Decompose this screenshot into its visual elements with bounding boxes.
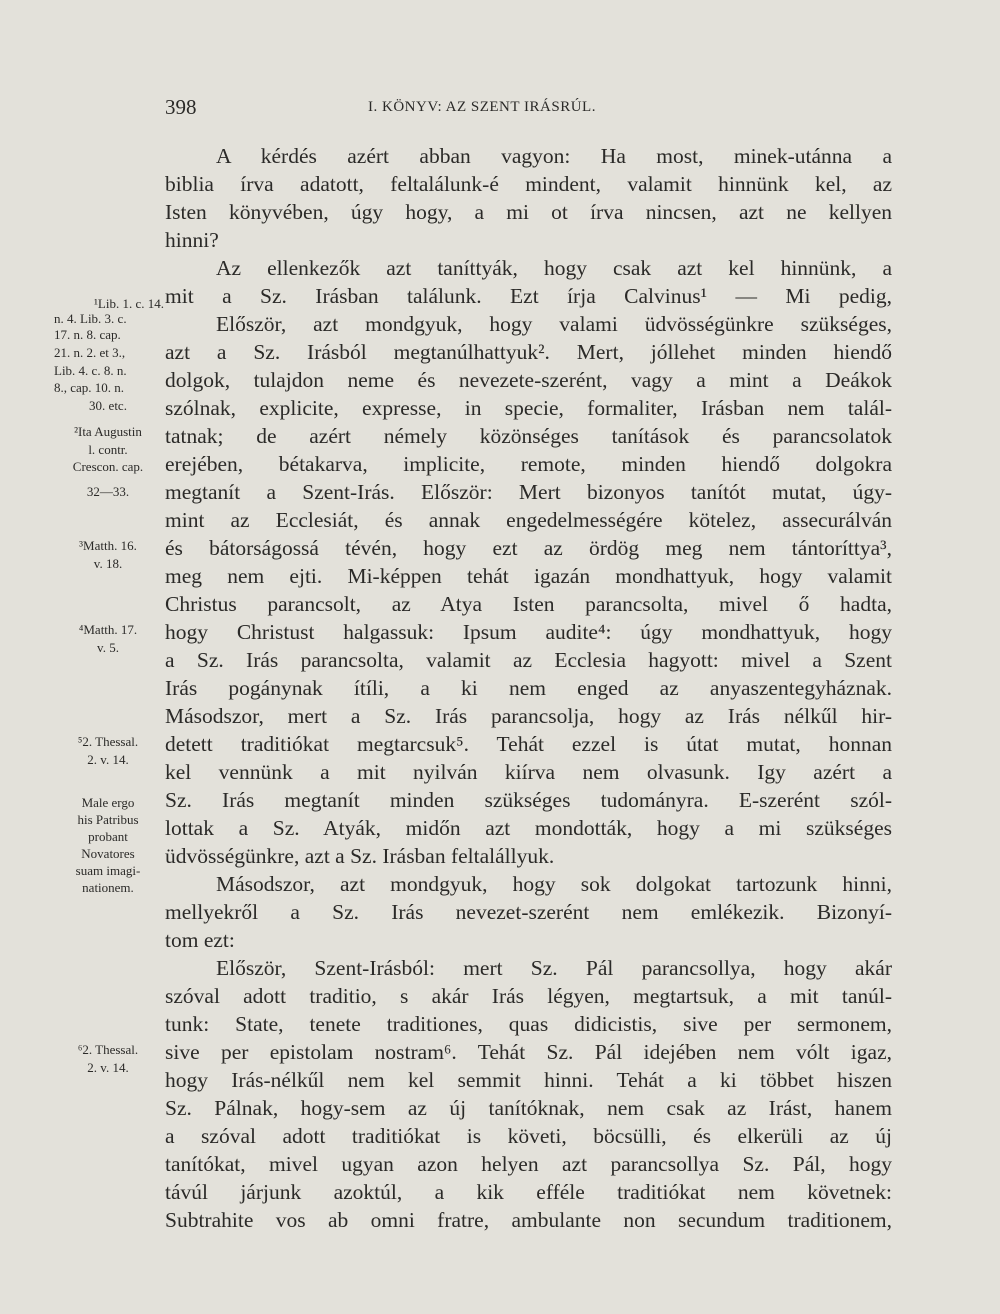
text-line: Irás pogánynak ítíli, a ki nem enged az anyaszentegyháznak.: [165, 676, 892, 700]
text-line: tom ezt:: [165, 928, 235, 952]
running-title: I. KÖNYV: AZ SZENT IRÁSRÚL.: [368, 99, 596, 115]
margin-note: v. 18.: [93, 556, 123, 571]
text-line: a szóval adott traditiókat is követi, böcsülli, és elkerüli az új: [165, 1124, 892, 1148]
text-line: Sz. Irás megtanít minden szükséges tudományra. E-szerént szól-: [165, 788, 892, 812]
text-line: Sz. Pálnak, hogy-sem az új tanítóknak, nem csak az Irást, hanem: [165, 1096, 892, 1120]
text-line: dolgok, tulajdon neme és nevezete-szerént, vagy a mint a Deákok: [165, 368, 892, 392]
margin-note: ²Ita Augustin: [74, 424, 142, 439]
margin-note: ⁶2. Thessal.: [77, 1042, 139, 1057]
text-line: Christus parancsolt, az Atya Isten parancsolta, mivel ő hadta,: [165, 592, 892, 616]
page-number: 398: [165, 95, 197, 119]
text-line: tunk: State, tenete traditiones, quas didicistis, sive per sermonem,: [165, 1012, 892, 1036]
margin-note: 21. n. 2. et 3.,: [54, 345, 126, 360]
text-line: hogy Christust halgassuk: Ipsum audite⁴: úgy mondhattyuk, hogy: [165, 620, 892, 644]
text-line: Másodszor, mert a Sz. Irás parancsolja, hogy az Irás nélkűl hir-: [165, 704, 892, 728]
margin-note: suam imagi-: [75, 863, 141, 878]
text-line: azt a Sz. Irásból megtanúlhattyuk². Mert, jóllehet minden hiendő: [165, 340, 892, 364]
text-line: lottak a Sz. Atyák, midőn azt mondották, hogy a mi szükséges: [165, 816, 892, 840]
text-line: hogy Irás-nélkűl nem kel semmit hinni. Tehát a ki többet hiszen: [165, 1068, 892, 1092]
text-line: meg nem ejti. Mi-képpen tehát igazán mondhattyuk, hogy valamit: [165, 564, 892, 588]
text-line: biblia írva adatott, feltalálunk-é mindent, valamit hinnünk kel, az: [165, 172, 892, 196]
margin-note: 30. etc.: [89, 398, 127, 413]
text-line: tatnak; de azért némely közönséges tanítások és parancsolatok: [165, 424, 892, 448]
margin-note: l. contr.: [88, 442, 128, 457]
margin-note: 2. v. 14.: [87, 1060, 129, 1075]
text-line: hinni?: [165, 228, 219, 252]
text-line: és bátorságossá tévén, hogy ezt az ördög meg nem tántoríttya³,: [165, 536, 892, 560]
text-line: Először, azt mondgyuk, hogy valami üdvösségünkre szükséges,: [216, 312, 892, 336]
text-line: szóval adott traditio, s akár Irás légyen, megtartsuk, a mit tanúl-: [165, 984, 892, 1008]
margin-note: probant: [88, 829, 128, 844]
margin-note: v. 5.: [97, 640, 119, 655]
text-line: A kérdés azért abban vagyon: Ha most, minek-utánna a: [216, 144, 892, 168]
text-line: üdvösségünkre, azt a Sz. Irásban feltalállyuk.: [165, 844, 555, 868]
text-line: mint az Ecclesiát, és annak engedelmességére kötelez, assecurálván: [165, 508, 892, 532]
margin-note: 8., cap. 10. n.: [54, 380, 125, 395]
margin-note: 32—33.: [86, 484, 130, 499]
margin-note: ⁴Matth. 17.: [78, 622, 138, 637]
text-line: mit a Sz. Irásban találunk. Ezt írja Calvinus¹ — Mi pedig,: [165, 284, 892, 308]
margin-note: Novatores: [81, 846, 135, 861]
text-line: megtanít a Szent-Irás. Először: Mert bizonyos tanítót mutat, úgy-: [165, 480, 892, 504]
text-line: tanítókat, mivel ugyan azon helyen azt parancsollya Sz. Pál, hogy: [165, 1152, 892, 1176]
text-line: sive per epistolam nostram⁶. Tehát Sz. Pál idejében nem vólt igaz,: [165, 1040, 892, 1064]
text-line: erejében, bétakarva, implicite, remote, minden hiendő dolgokra: [165, 452, 892, 476]
page-header: [0, 95, 1000, 125]
text-line: detett traditiókat megtarcsuk⁵. Tehát ezzel is útat mutat, honnan: [165, 732, 892, 756]
margin-note: 17. n. 8. cap.: [54, 327, 121, 342]
text-line: Először, Szent-Irásból: mert Sz. Pál parancsollya, hogy akár: [216, 956, 892, 980]
text-line: Az ellenkezők azt taníttyák, hogy csak azt kel hinnünk, a: [216, 256, 892, 280]
text-line: távúl járjunk azoktúl, a kik efféle traditiókat nem követnek:: [165, 1180, 892, 1204]
text-line: Isten könyvében, úgy hogy, a mi ot írva nincsen, azt ne kellyen: [165, 200, 892, 224]
margin-note: ³Matth. 16.: [79, 538, 137, 553]
text-line: szólnak, explicite, expresse, in specie, formaliter, Irásban nem talál-: [165, 396, 892, 420]
margin-note: n. 4. Lib. 3. c.: [54, 311, 127, 326]
text-line: Másodszor, azt mondgyuk, hogy sok dolgokat tartozunk hinni,: [216, 872, 892, 896]
text-line: a Sz. Irás parancsolta, valamit az Ecclesia hagyott: mivel a Szent: [165, 648, 892, 672]
margin-note: his Patribus: [77, 812, 139, 827]
text-line: kel vennünk a mit nyilván kiírva nem olvasunk. Igy azért a: [165, 760, 892, 784]
margin-note: ⁵2. Thessal.: [77, 734, 139, 749]
margin-note: Male ergo: [81, 795, 135, 810]
margin-note: Lib. 4. c. 8. n.: [54, 363, 127, 378]
text-line: Subtrahite vos ab omni fratre, ambulante non secundum traditionem,: [165, 1208, 892, 1232]
margin-note: 2. v. 14.: [87, 752, 129, 767]
margin-note: ¹Lib. 1. c. 14.: [94, 296, 164, 311]
text-line: mellyekről a Sz. Irás nevezet-szerént nem emlékezik. Bizonyí-: [165, 900, 892, 924]
margin-note: nationem.: [82, 880, 134, 895]
margin-note: Crescon. cap.: [72, 459, 144, 474]
